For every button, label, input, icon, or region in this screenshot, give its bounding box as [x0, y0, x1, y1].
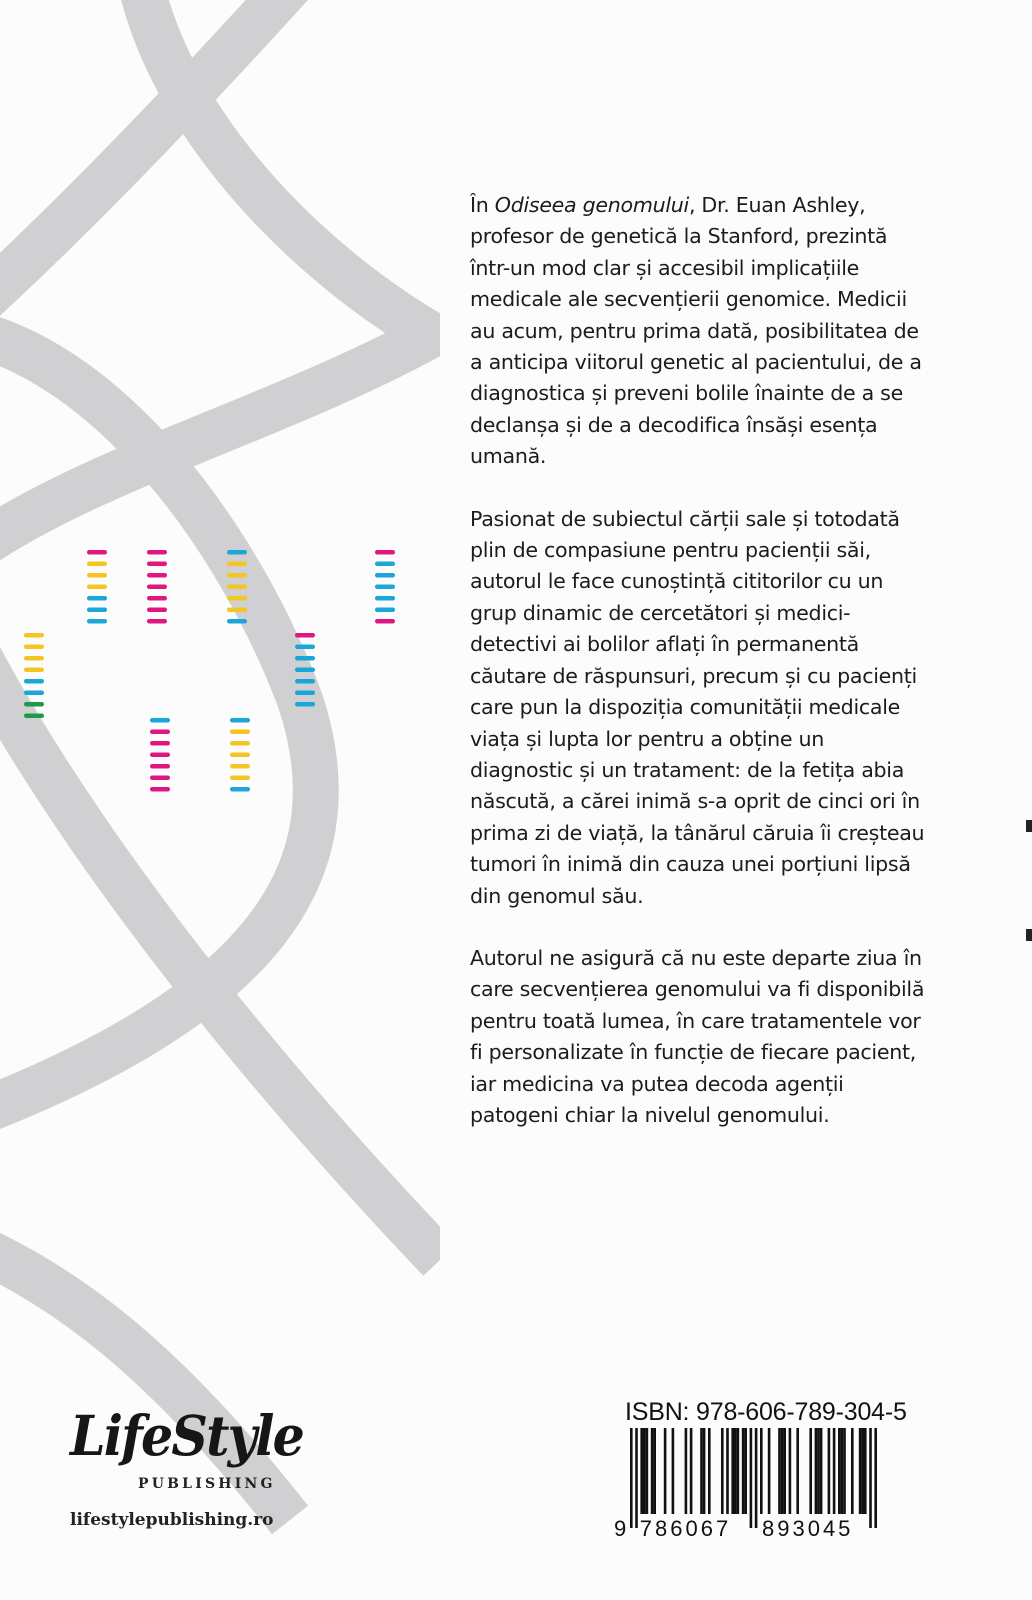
helix-rung: [24, 656, 44, 661]
helix-rung: [87, 596, 107, 601]
barcode-bar: [742, 1428, 745, 1514]
helix-rung: [24, 633, 44, 638]
barcode-bar: [731, 1428, 734, 1514]
publisher-subtitle: PUBLISHING: [138, 1476, 276, 1492]
helix-rung: [230, 718, 250, 723]
helix-rung: [150, 764, 170, 769]
barcode-bar: [651, 1428, 654, 1514]
helix-rung: [227, 562, 247, 567]
publisher-logo: LifeStyle: [70, 1403, 303, 1468]
barcode-bar: [781, 1428, 784, 1514]
barcode-bar: [737, 1428, 740, 1514]
barcode-bar: [653, 1428, 656, 1514]
helix-rung: [230, 753, 250, 758]
helix-rung: [147, 596, 167, 601]
helix-rung: [227, 573, 247, 578]
barcode-bar: [833, 1428, 836, 1514]
helix-rung: [150, 741, 170, 746]
helix-rung: [230, 741, 250, 746]
helix-rung: [87, 562, 107, 567]
barcode-bar: [646, 1428, 649, 1514]
helix-rung: [24, 702, 44, 707]
barcode-bar: [809, 1428, 812, 1514]
barcode-bar: [721, 1428, 724, 1514]
barcode-bar: [760, 1428, 763, 1514]
helix-rung: [227, 596, 247, 601]
helix-rung: [150, 787, 170, 792]
barcode-bar: [783, 1428, 786, 1514]
barcode-bar: [859, 1428, 862, 1514]
barcode-bar: [864, 1428, 867, 1514]
barcode-bar: [708, 1428, 711, 1514]
helix-rung: [150, 730, 170, 735]
helix-rung: [87, 619, 107, 624]
barcode-bar: [700, 1428, 703, 1514]
helix-rung: [24, 668, 44, 673]
helix-rung: [227, 550, 247, 555]
barcode-bar: [703, 1428, 706, 1514]
edge-mark-top: [1026, 820, 1032, 832]
helix-rung: [24, 645, 44, 650]
barcode-bar: [841, 1428, 844, 1514]
helix-rung: [375, 585, 395, 590]
isbn-label: ISBN: 978-606-789-304-5: [625, 1398, 907, 1426]
helix-rung: [295, 702, 315, 707]
barcode-bar: [755, 1428, 758, 1528]
helix-rung: [147, 619, 167, 624]
rung-column-6: [375, 550, 395, 624]
barcode-bar: [768, 1428, 771, 1514]
helix-rung: [227, 585, 247, 590]
helix-rung: [147, 573, 167, 578]
description-paragraph-3: Autorul ne asigură că nu este departe ziua în care secvențierea genomului va fi disponibilă pentru toată lumea, în care tratamentele vor fi personalizate în funcție de fiecare pacient, iar medicina va putea decoda agenții patogeni chiar la nivelul genomului.: [470, 945, 925, 1127]
barcode-digit-prefix: 9: [614, 1516, 627, 1541]
barcode-bar: [690, 1428, 693, 1514]
helix-rung: [230, 730, 250, 735]
barcode-bar: [744, 1428, 747, 1514]
helix-rung: [230, 764, 250, 769]
barcode-bar: [630, 1428, 633, 1528]
helix-rung: [375, 596, 395, 601]
barcode-bar: [861, 1428, 864, 1514]
helix-rung: [375, 619, 395, 624]
helix-rung: [150, 753, 170, 758]
helix-rung: [375, 573, 395, 578]
edge-mark-bottom: [1026, 929, 1032, 941]
helix-rung: [87, 585, 107, 590]
helix-rung: [295, 668, 315, 673]
helix-rung: [87, 608, 107, 613]
barcode-bar: [664, 1428, 667, 1514]
helix-rung: [227, 619, 247, 624]
helix-strand-top-right: [140, 0, 440, 340]
barcode-bar: [843, 1428, 846, 1514]
barcode-bar: [726, 1428, 729, 1514]
barcode-bar: [685, 1428, 688, 1514]
description-paragraph-2: Pasionat de subiectul cărții sale și totodată plin de compasiune pentru pacienții săi, autorul le face cunoștință cititorilor cu un grup dinamic de cercetători și medici-detectivi ai bolilor aflați în permanentă căutare de răspunsuri, precum și cu pacienți care pun la dispoziția comunității medicale viața și lupta lor pentru a obține un diagnostic și un tratament: de la fetița abia născută, a cărei inimă s-a oprit de cinci ori în prima zi de viață, la tânărul căruia îi creșteau tumori în inimă din cauza unei porțiuni lipsă din genomul său.: [470, 506, 925, 908]
barcode-bar: [643, 1428, 646, 1514]
rung-column-2: [87, 550, 107, 624]
helix-rung: [295, 633, 315, 638]
dna-helix-illustration: [0, 0, 440, 1600]
rung-column-1: [24, 633, 44, 718]
helix-rung: [295, 645, 315, 650]
barcode-bar: [635, 1428, 638, 1528]
rung-column-7: [150, 718, 170, 792]
rung-column-3: [147, 550, 167, 624]
barcode-bar: [869, 1428, 872, 1528]
barcode-bar: [778, 1428, 781, 1514]
barcode-bar: [734, 1428, 737, 1514]
helix-rung: [375, 550, 395, 555]
barcode-bar: [789, 1428, 792, 1514]
barcode-bar: [851, 1428, 854, 1514]
helix-rung: [87, 550, 107, 555]
barcode-digits-right: 893045: [762, 1516, 854, 1541]
barcode-bar: [874, 1428, 877, 1528]
isbn-barcode: [614, 1426, 882, 1544]
helix-rung: [147, 585, 167, 590]
barcode-bar: [838, 1428, 841, 1514]
barcode-bar: [750, 1428, 753, 1528]
book-title: Odiseea genomului: [494, 193, 689, 217]
helix-rung: [150, 718, 170, 723]
helix-rung: [147, 562, 167, 567]
barcode-bar: [815, 1428, 818, 1514]
rung-column-8: [230, 718, 250, 792]
helix-rung: [24, 714, 44, 719]
helix-rung: [147, 550, 167, 555]
description-paragraph-1: În Odiseea genomului, Dr. Euan Ashley, profesor de genetică la Stanford, prezintă într-un mod clar și accesibil implicațiile medicale ale secvențierii genomice. Medicii au acum, pentru prima dată, posibilitatea de a anticipa viitorul genetic al pacientului, de a diagnostica și preveni bolile înainte de a se declanșa și de a decodifica însăși esența umană.: [470, 193, 922, 469]
barcode-bar: [672, 1428, 675, 1514]
helix-rung: [24, 691, 44, 696]
helix-rung: [147, 608, 167, 613]
barcode-bar: [817, 1428, 820, 1514]
helix-rung: [87, 573, 107, 578]
barcode-bar: [796, 1428, 799, 1514]
helix-rung: [24, 679, 44, 684]
barcode-bar: [820, 1428, 823, 1514]
helix-rung: [227, 608, 247, 613]
helix-rung: [295, 656, 315, 661]
barcode-digits-left: 786067: [639, 1516, 732, 1541]
helix-strand-middle: [0, 330, 316, 1120]
barcode-bar: [828, 1428, 831, 1514]
barcode-bar: [640, 1428, 643, 1514]
helix-rung: [230, 787, 250, 792]
helix-rung: [150, 776, 170, 781]
helix-rung: [295, 679, 315, 684]
helix-rung: [375, 562, 395, 567]
helix-strand-lower: [0, 620, 440, 1260]
helix-rung: [295, 691, 315, 696]
book-description: [470, 190, 930, 1162]
helix-rung: [230, 776, 250, 781]
publisher-website: lifestylepublishing.ro: [70, 1510, 274, 1530]
helix-rung: [375, 608, 395, 613]
